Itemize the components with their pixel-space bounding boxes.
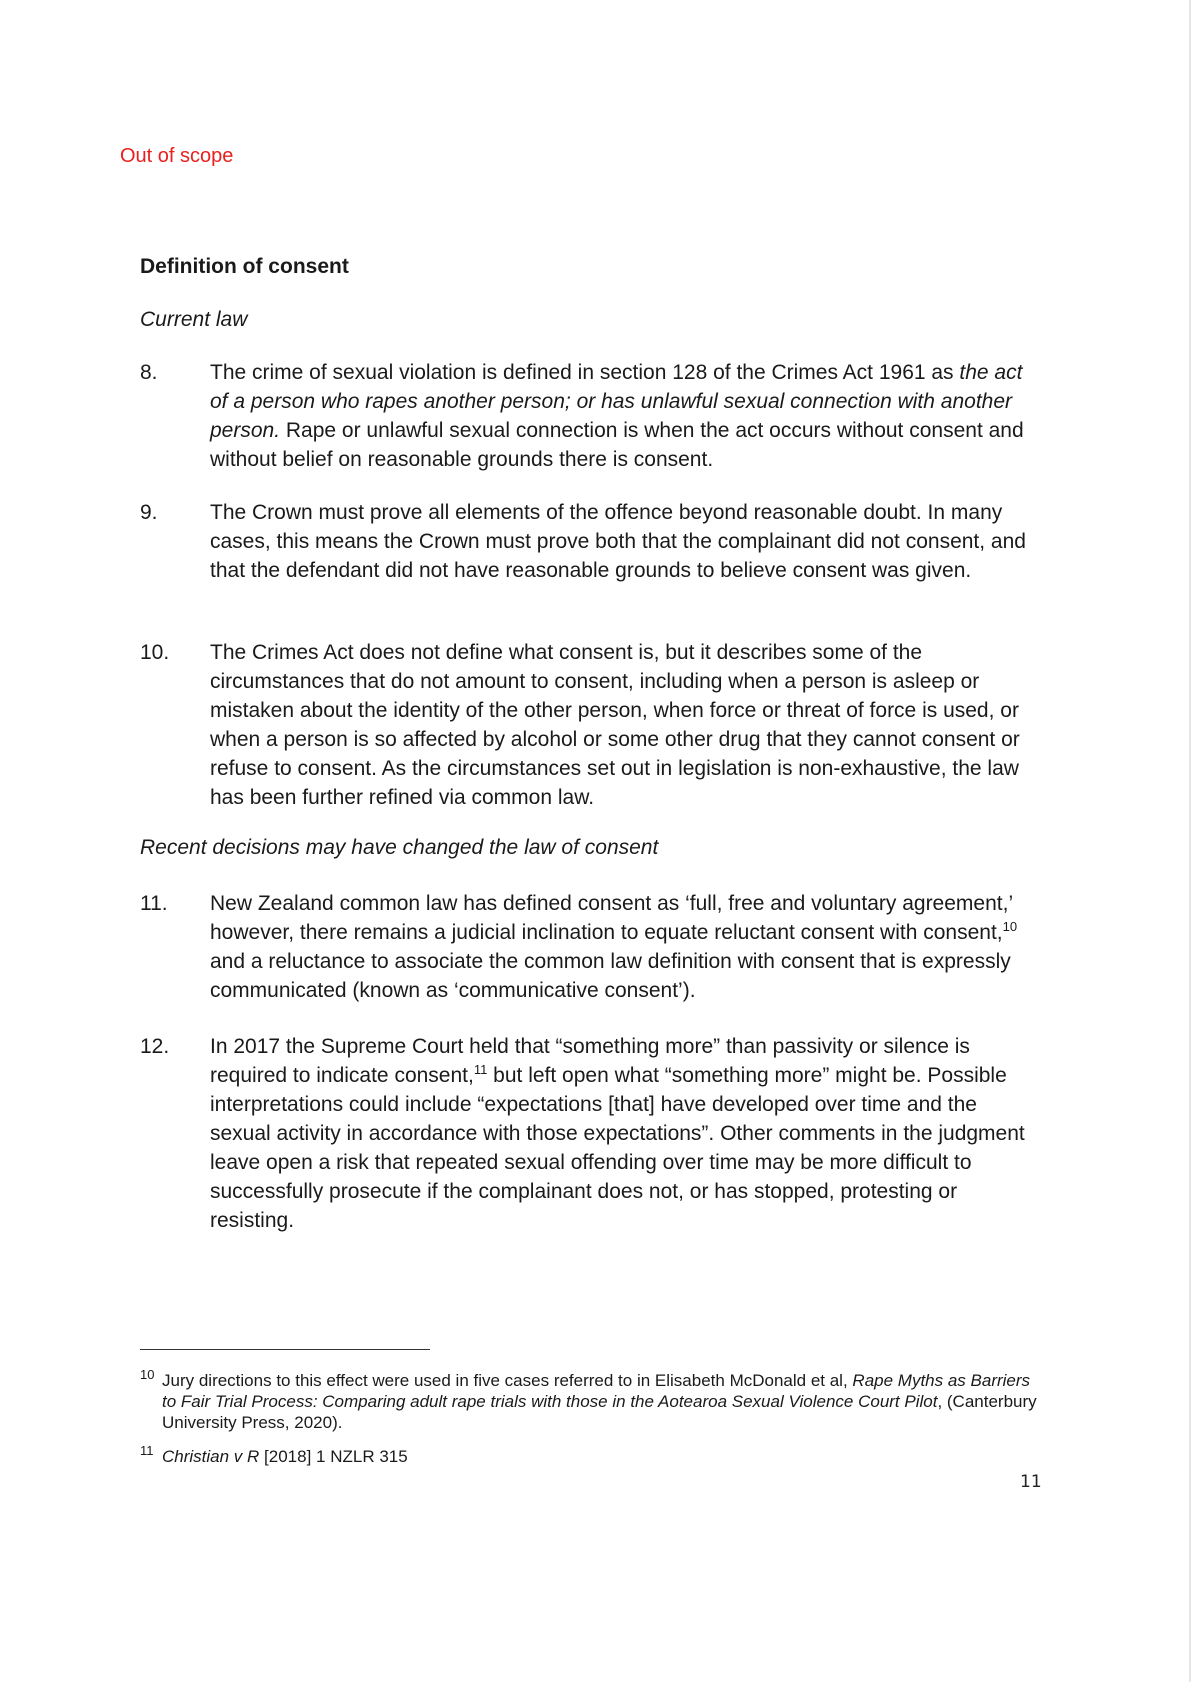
footnote-separator	[140, 1349, 430, 1350]
footnote-10	[140, 1367, 1040, 1433]
paragraph-11	[140, 889, 1040, 1005]
paragraph-number: 11.	[140, 892, 168, 915]
subheading-recent-decisions: Recent decisions may have changed the law of consent	[140, 836, 659, 859]
paragraph-9	[140, 498, 1040, 585]
paragraph-text: The Crown must prove all elements of the offence beyond reasonable doubt. In many cases, this means the Crown must prove both that the complainant did not consent, and that the defendant did not have reasonable grounds to believe consent was given.	[210, 501, 1026, 582]
paragraph-text: In 2017 the Supreme Court held that “something more” than passivity or silence is required to indicate consent,$^{11}$ but left open what “something more” might be. Possible interpretations could include “expectations [that] have developed over time and the sexual activity in accordance with those expectations”. Other comments in the judgment leave open a risk that repeated sexual offending over time may be more difficult to successfully prosecute if the complainant does not, or has stopped, protesting or resisting.	[210, 1035, 1025, 1232]
paragraph-text: The crime of sexual violation is defined in section 128 of the Crimes Act 1961 as the act of a person who rapes another person; or has unlawful sexual connection with another person. Rape or unlawful sexual connection is when the act occurs without consent and without belief on reasonable grounds there is consent.	[210, 361, 1024, 471]
subheading-current-law: Current law	[140, 308, 248, 331]
section-heading: Definition of consent	[140, 255, 349, 278]
footnote-reference[interactable]: 11	[473, 1062, 488, 1077]
redaction-note: Out of scope	[120, 145, 234, 167]
paragraph-text: New Zealand common law has defined consent as ‘full, free and voluntary agreement,’ however, there remains a judicial inclination to equate reluctant consent with consent,$^{10}$ and a reluctance to associate the common law definition with consent that is expressly communicated (known as ‘communicative consent’).	[210, 892, 1018, 1002]
footnote-number: 11	[140, 1443, 154, 1458]
paragraph-12	[140, 1032, 1040, 1235]
paragraph-8	[140, 358, 1040, 474]
paragraph-10	[140, 638, 1040, 812]
footnote-text: Christian v R [2018] 1 NZLR 315	[162, 1447, 408, 1466]
paragraph-number: 12.	[140, 1035, 170, 1058]
paragraph-number: 8.	[140, 361, 158, 384]
footnote-text: Jury directions to this effect were used in five cases referred to in Elisabeth McDonald et al, Rape Myths as Barriers to Fair Trial Process: Comparing adult rape trials with those in the Aotearoa Sexual Violence Court Pilot, (Canterbury University Press, 2020).	[162, 1371, 1037, 1432]
page-number: 11	[1020, 1472, 1042, 1492]
footnote-number: 10	[140, 1367, 155, 1382]
footnote-11	[140, 1443, 1040, 1467]
paragraph-number: 9.	[140, 501, 158, 524]
paragraph-number: 10.	[140, 641, 170, 664]
footnote-reference[interactable]: 10	[1002, 919, 1018, 934]
paragraph-text: The Crimes Act does not define what consent is, but it describes some of the circumstances that do not amount to consent, including when a person is asleep or mistaken about the identity of the other person, when force or threat of force is used, or when a person is so affected by alcohol or some other drug that they cannot consent or refuse to consent. As the circumstances set out in legislation is non-exhaustive, the law has been further refined via common law.	[210, 641, 1020, 809]
